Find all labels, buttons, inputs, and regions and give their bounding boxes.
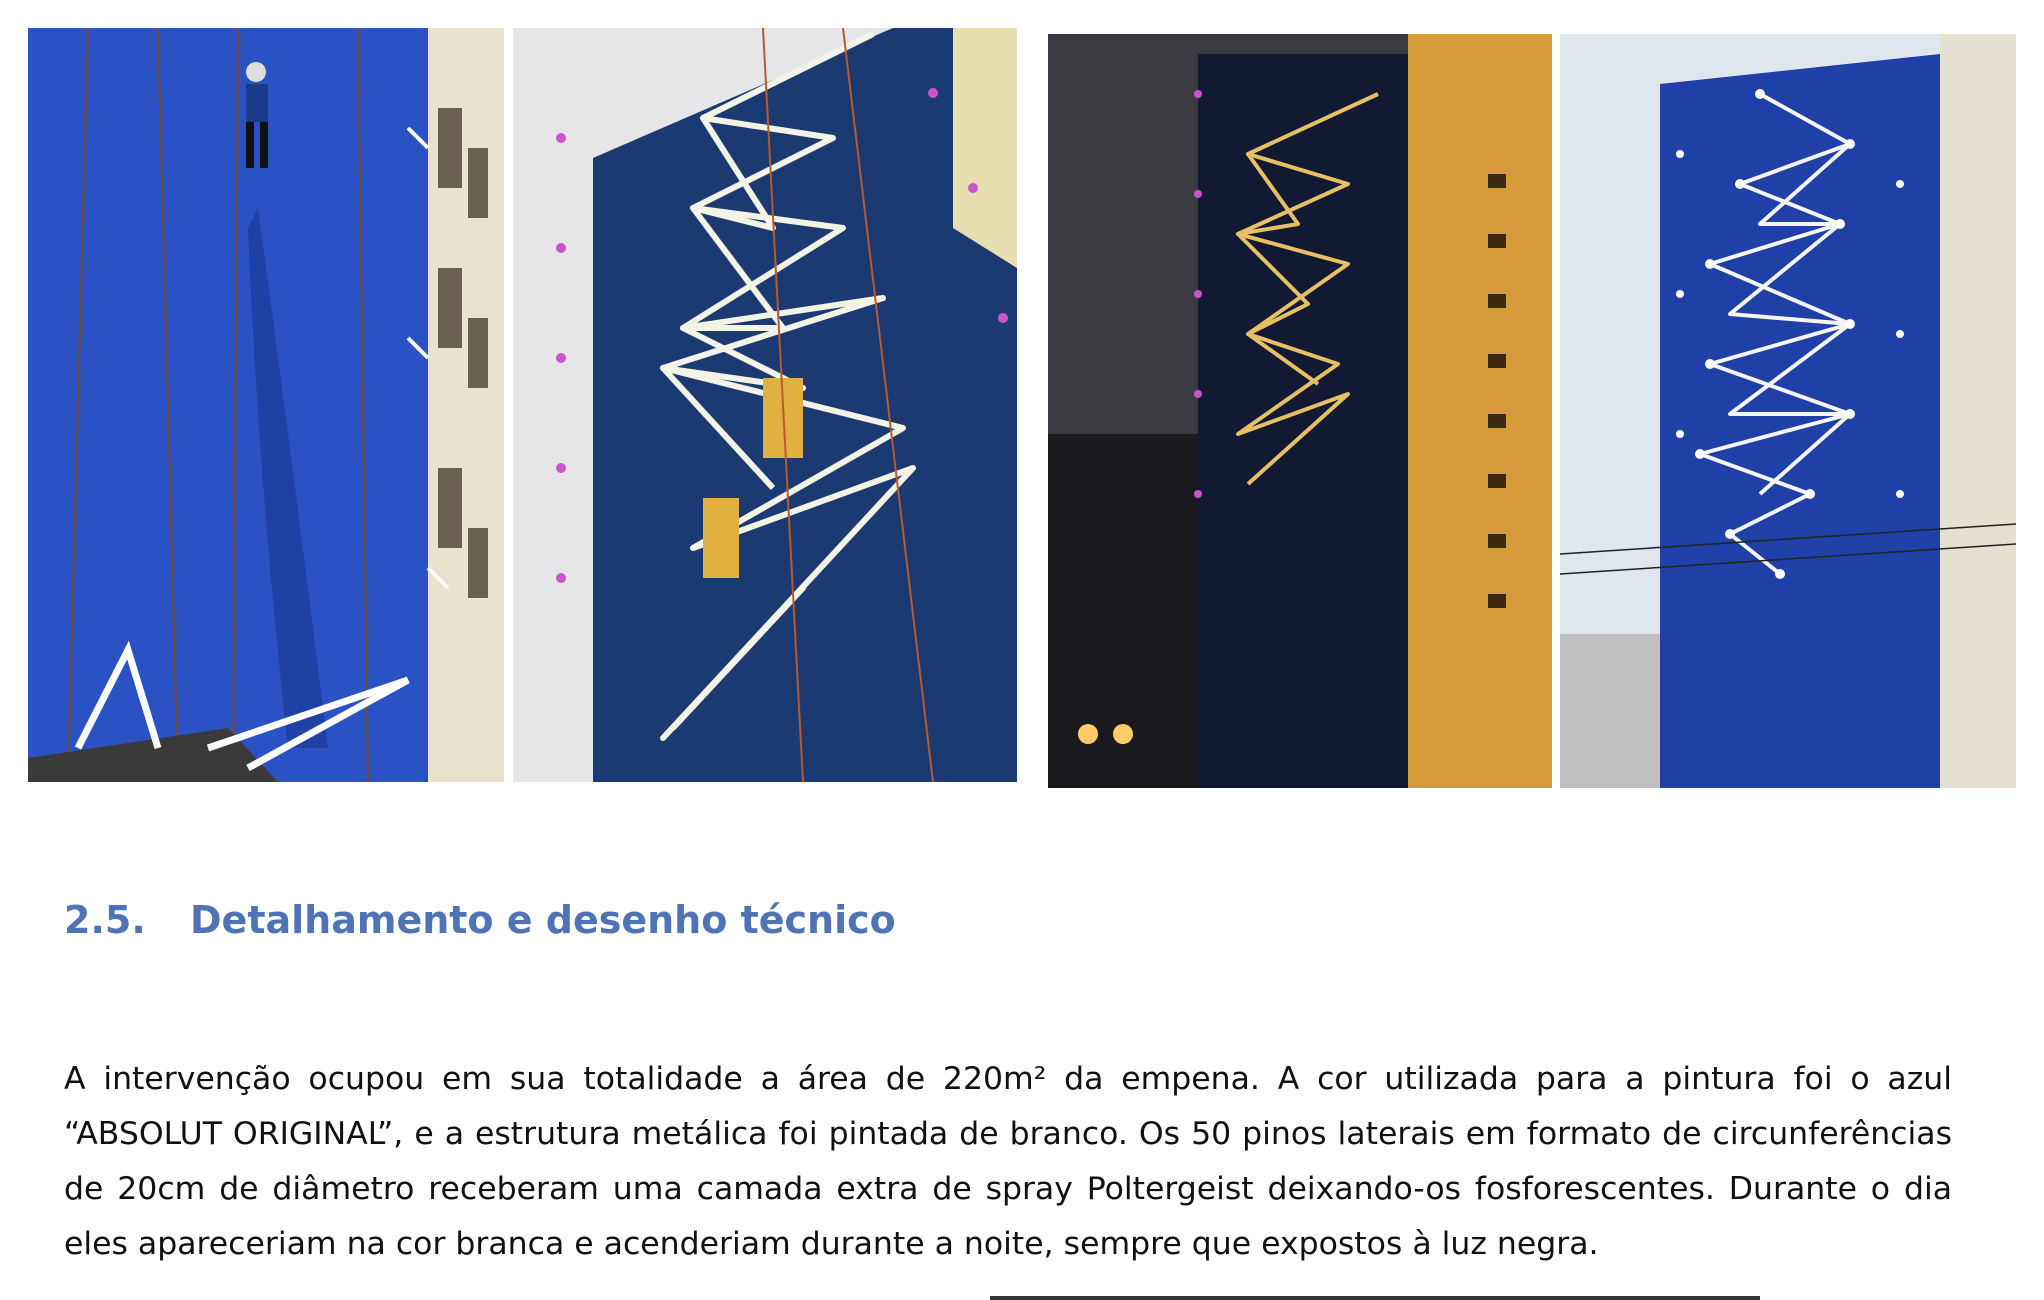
blue-facade-climber-photo [28,28,504,782]
finished-facade-photo [1560,34,2016,788]
night-view-photo [1048,34,1552,788]
workers-installing-structure-photo [513,28,1017,782]
section-number: 2.5. [64,898,146,942]
section-heading [64,898,896,942]
section-title: Detalhamento e desenho técnico [190,898,896,942]
next-image-edge [990,1296,1760,1300]
body-paragraph: A intervenção ocupou em sua totalidade a área de 220m² da empena. A cor utilizada para a pintura foi o azul “ABSOLUT ORIGINAL”, e a estrutura metálica foi pintada de branco. Os 50 pinos laterais em formato de circunferências de 20cm de diâmetro receberam uma camada extra de spray Poltergeist deixando-os fosforescentes. Durante o dia eles apareceriam na cor branca e acenderiam durante a noite, sempre que expostos à luz negra. [64,1061,1952,1262]
